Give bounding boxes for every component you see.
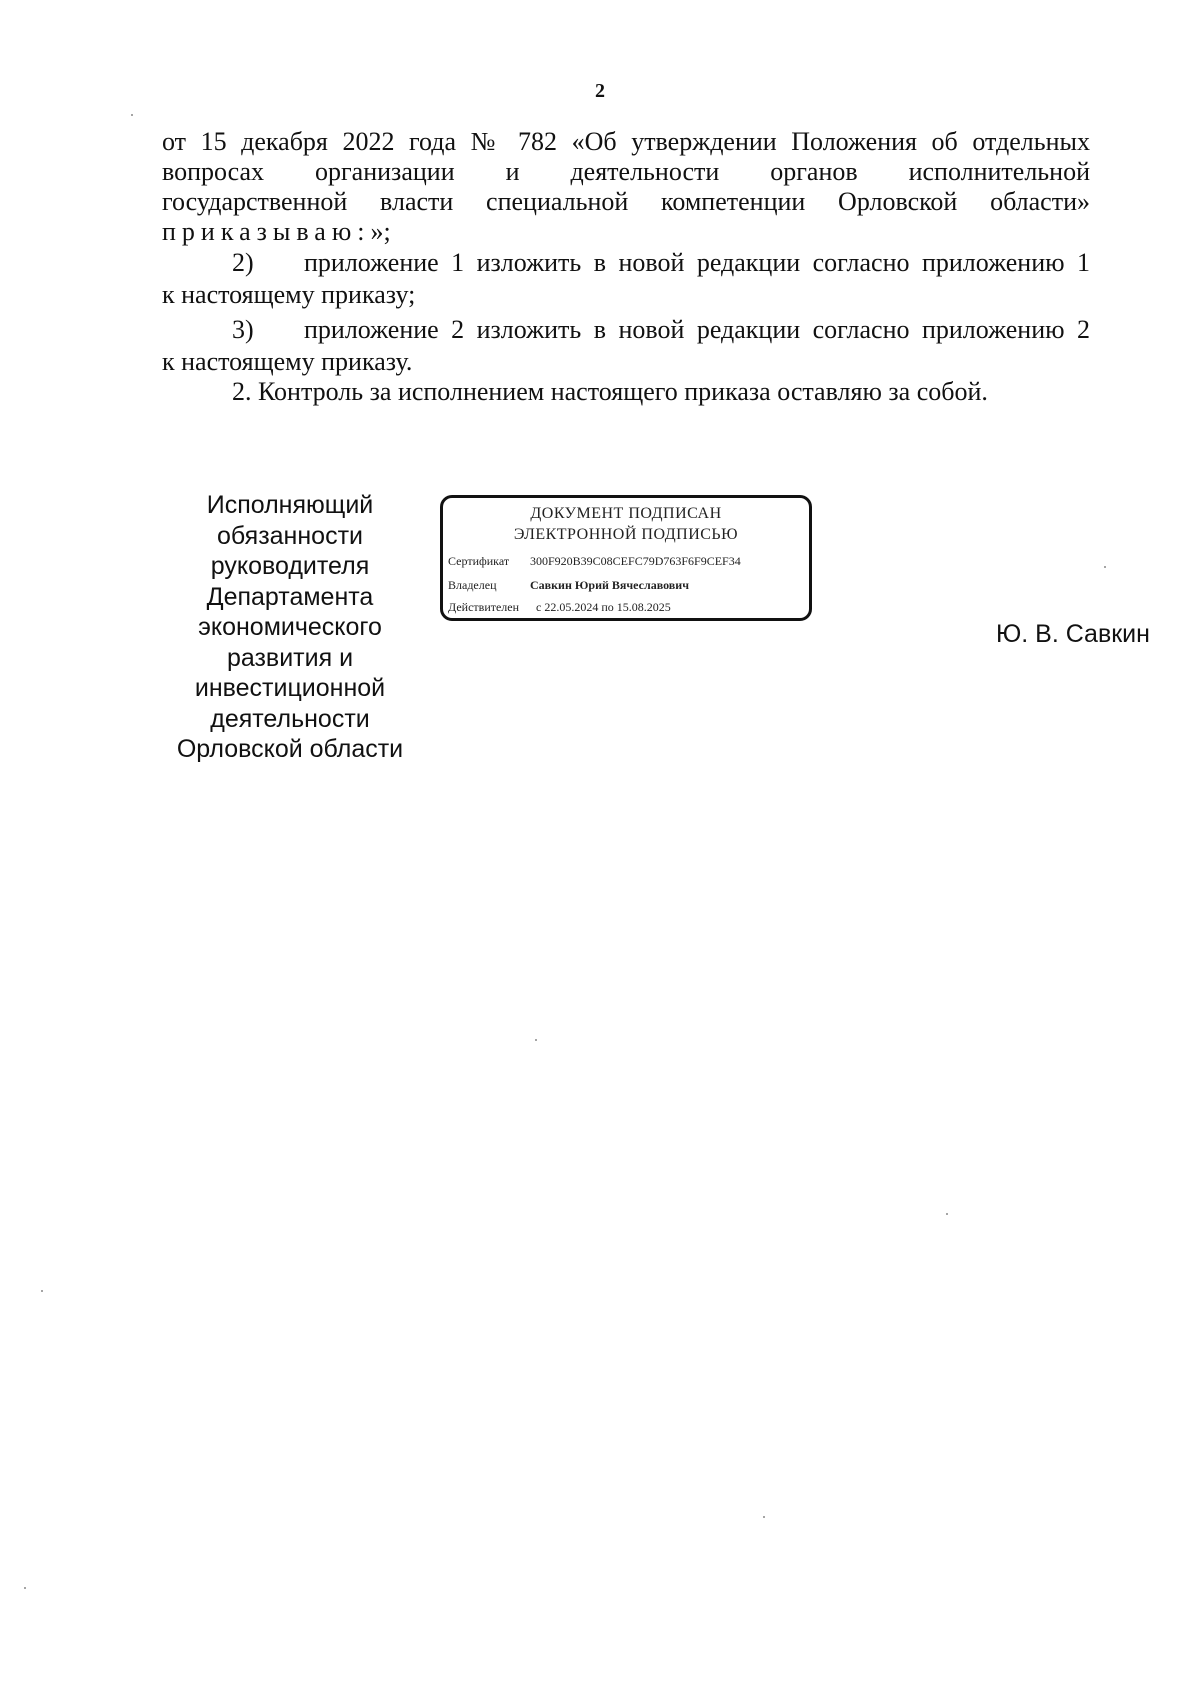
control-paragraph: 2. Контроль за исполнением настоящего приказа оставляю за собой. xyxy=(232,377,988,406)
paragraph-line-4 xyxy=(162,217,1090,247)
signatory-line: развития и xyxy=(226,643,354,672)
item-first-line: приложение 1 изложить в новой редакции согласно приложению 1 xyxy=(304,248,1090,277)
signatory-line: инвестиционной xyxy=(194,674,386,702)
stamp-certificate-row xyxy=(448,554,741,569)
item-continuation: к настоящему приказу. xyxy=(162,347,413,376)
scan-speck xyxy=(763,1516,765,1518)
stamp-title-line-1: ДОКУМЕНТ ПОДПИСАН xyxy=(530,505,722,522)
stamp-title-line-2: ЭЛЕКТРОННОЙ ПОДПИСЬЮ xyxy=(513,526,739,543)
signatory-line: руководителя xyxy=(210,552,370,580)
stamp-owner-label: Владелец xyxy=(448,578,497,592)
scan-speck xyxy=(946,1213,948,1215)
paragraph-line-1: от 15 декабря 2022 года № 782 «Об утверждении Положения об отдельных xyxy=(162,127,1090,156)
signatory-title xyxy=(170,490,410,765)
stamp-certificate-value: 300F920B39C08CEFC79D763F6F9CEF34 xyxy=(530,554,741,568)
stamp-validity-row xyxy=(448,600,671,615)
scan-speck xyxy=(1104,566,1106,568)
order-word-tail: »; xyxy=(370,217,391,246)
signatory-line: обязанности xyxy=(216,521,363,550)
paragraph-continuation xyxy=(162,127,1090,247)
paragraph-line-3: государственной власти специальной компетенции Орловской области» xyxy=(162,187,1090,216)
electronic-signature-stamp xyxy=(440,495,812,621)
item-number: 3) xyxy=(232,315,254,344)
order-word: приказываю: xyxy=(162,217,371,246)
scan-speck xyxy=(24,1587,26,1589)
stamp-owner-value: Савкин Юрий Вячеславович xyxy=(530,578,689,592)
page-number: 2 xyxy=(595,80,605,102)
paragraph-line-2: вопросах организации и деятельности органов исполнительной xyxy=(162,157,1090,186)
scan-speck xyxy=(131,114,133,116)
item-continuation: к настоящему приказу; xyxy=(162,280,416,309)
stamp-validity-value: с 22.05.2024 по 15.08.2025 xyxy=(536,600,671,614)
stamp-owner-row xyxy=(448,578,689,593)
item-first-line: приложение 2 изложить в новой редакции согласно приложению 2 xyxy=(304,315,1090,344)
signatory-line: деятельности xyxy=(210,704,370,733)
scan-speck xyxy=(41,1290,43,1292)
item-number: 2) xyxy=(232,248,254,277)
signatory-line: Департамента xyxy=(206,582,374,611)
stamp-validity-label: Действителен xyxy=(448,600,520,614)
signer-name: Ю. В. Савкин xyxy=(996,620,1150,648)
scan-speck xyxy=(535,1039,537,1041)
signatory-line: Орловской области xyxy=(176,735,404,763)
signatory-line: Исполняющий xyxy=(206,491,374,519)
signatory-line: экономического xyxy=(198,613,382,641)
stamp-certificate-label: Сертификат xyxy=(448,554,510,568)
